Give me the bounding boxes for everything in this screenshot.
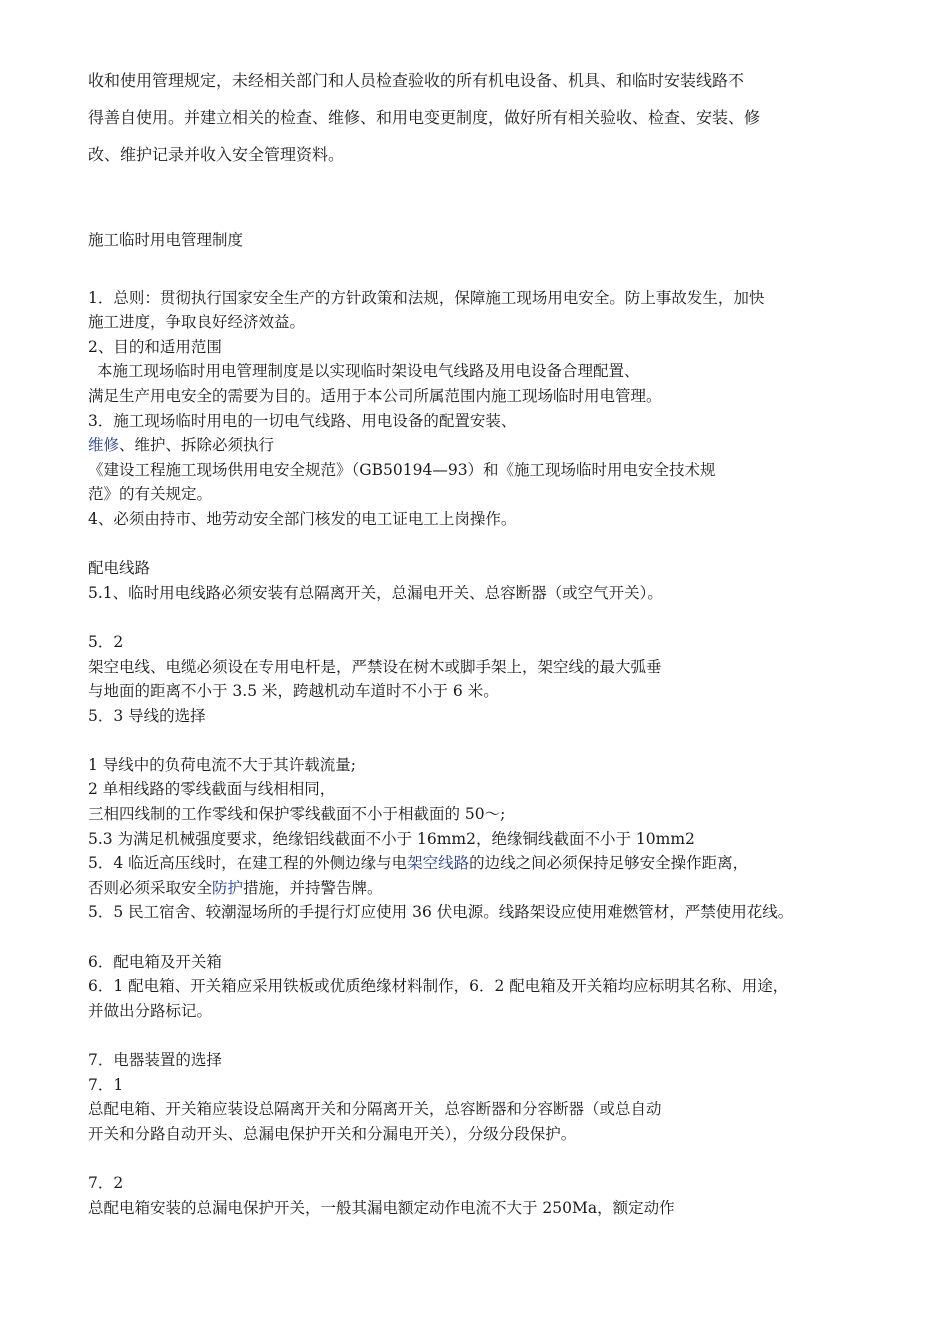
section-2-line: 本施工现场临时用电管理制度是以实现临时架设电气线路及用电设备合理配置、 xyxy=(97,362,640,381)
item-5-4-text: 措施，并持警告牌。 xyxy=(243,878,383,897)
overhead-line-link[interactable]: 架空线路 xyxy=(407,854,470,873)
item-5-4-text: 的边线之间必须保持足够安全操作距离， xyxy=(469,854,749,873)
section-2-title: 2、目的和适用范围 xyxy=(88,337,222,356)
item-5-3-line: 1 导线中的负荷电流不大于其许载流量; xyxy=(88,755,357,774)
item-7-1-line: 总配电箱、开关箱应装设总隔离开关和分隔离开关，总容断器和分容断器（或总自动 xyxy=(88,1100,662,1119)
section-1-line: 施工进度，争取良好经济效益。 xyxy=(88,313,306,332)
section-7-title: 7．电器装置的选择 xyxy=(88,1051,222,1069)
item-5-4-text: 否则必须采取安全 xyxy=(88,878,213,897)
intro-line: 改、维护记录并收入安全管理资料。 xyxy=(88,145,345,164)
section-4-line: 4、必须由持市、地劳动安全部门核发的电工证电工上岗操作。 xyxy=(88,509,517,528)
item-5-4-text: 5．4 临近高压线时，在建工程的外侧边缘与电 xyxy=(88,854,408,873)
section-3-line: 3．施工现场临时用电的一切电气线路、用电设备的配置安装、 xyxy=(88,411,517,430)
item-7-2-title: 7．2 xyxy=(88,1173,124,1192)
item-5-3-line: 5.3 为满足机械强度要求，绝缘铝线截面不小于 16mm2，绝缘铜线截面不小于 10mm2 xyxy=(88,829,695,848)
intro-line: 收和使用管理规定，未经相关部门和人员检查验收的所有机电设备、机具、和临时安装线路不 xyxy=(88,71,745,90)
item-5-1: 5.1、临时用电线路必须安装有总隔离开关，总漏电开关、总容断器（或空气开关）。 xyxy=(88,583,663,602)
item-5-3-title: 5．3 导线的选择 xyxy=(88,706,206,725)
section-2-line: 满足生产用电安全的需要为目的。适用于本公司所属范围内施工现场临时用电管理。 xyxy=(88,386,662,405)
section-heading: 施工临时用电管理制度 xyxy=(88,231,244,249)
item-5-2-title: 5．2 xyxy=(88,632,124,651)
main-body xyxy=(88,228,868,1220)
item-5-3-line: 2 单相线路的零线截面与线相相同， xyxy=(88,780,336,799)
protection-link[interactable]: 防护 xyxy=(212,878,244,897)
item-5-5: 5．5 民工宿舍、较潮湿场所的手提行灯应使用 36 伏电源。线路架设应使用难燃管材，严禁使用花线。 xyxy=(88,903,794,922)
item-7-2-line: 总配电箱安装的总漏电保护开关，一般其漏电额定动作电流不大于 250Ma，额定动作 xyxy=(88,1198,675,1217)
item-5-2-line: 架空电线、电缆必须设在专用电杆是，严禁设在树木或脚手架上，架空线的最大弧垂 xyxy=(88,657,662,676)
item-7-1-title: 7．1 xyxy=(88,1075,124,1094)
item-5-4-line xyxy=(88,876,868,901)
section-6-line: 并做出分路标记。 xyxy=(88,1001,213,1020)
intro-line: 得善自使用。并建立相关的检查、维修、和用电变更制度，做好所有相关验收、检查、安装、修 xyxy=(88,108,761,127)
section-3-text: 、维护、拆除必须执行 xyxy=(119,436,275,455)
maintenance-link[interactable]: 维修 xyxy=(88,436,120,455)
item-5-2-line: 与地面的距离不小于 3.5 米，跨越机动车道时不小于 6 米。 xyxy=(88,682,499,701)
section-3-line: 《建设工程施工现场供用电安全规范》（GB50194—93）和《施工现场临时用电安全技术规 xyxy=(88,460,716,479)
item-7-1-line: 开关和分路自动开头、总漏电保护开关和分漏电开关），分级分段保护。 xyxy=(88,1124,577,1143)
item-5-4-line xyxy=(88,851,868,876)
section-1-line: 1．总则：贯彻执行国家安全生产的方针政策和法规，保障施工现场用电安全。防上事故发生，加快 xyxy=(88,288,765,307)
section-6-line: 6．1 配电箱、开关箱应采用铁板或优质绝缘材料制作，6．2 配电箱及开关箱均应标明其名称、用途， xyxy=(88,977,789,996)
section-3-line xyxy=(88,433,868,458)
section-3-line: 范》的有关规定。 xyxy=(88,485,213,504)
intro-paragraph xyxy=(88,62,868,173)
section-6-title: 6．配电箱及开关箱 xyxy=(88,952,222,971)
wiring-title: 配电线路 xyxy=(88,559,151,578)
item-5-3-line: 三相四线制的工作零线和保护零线截面不小于相截面的 50～; xyxy=(88,805,506,824)
